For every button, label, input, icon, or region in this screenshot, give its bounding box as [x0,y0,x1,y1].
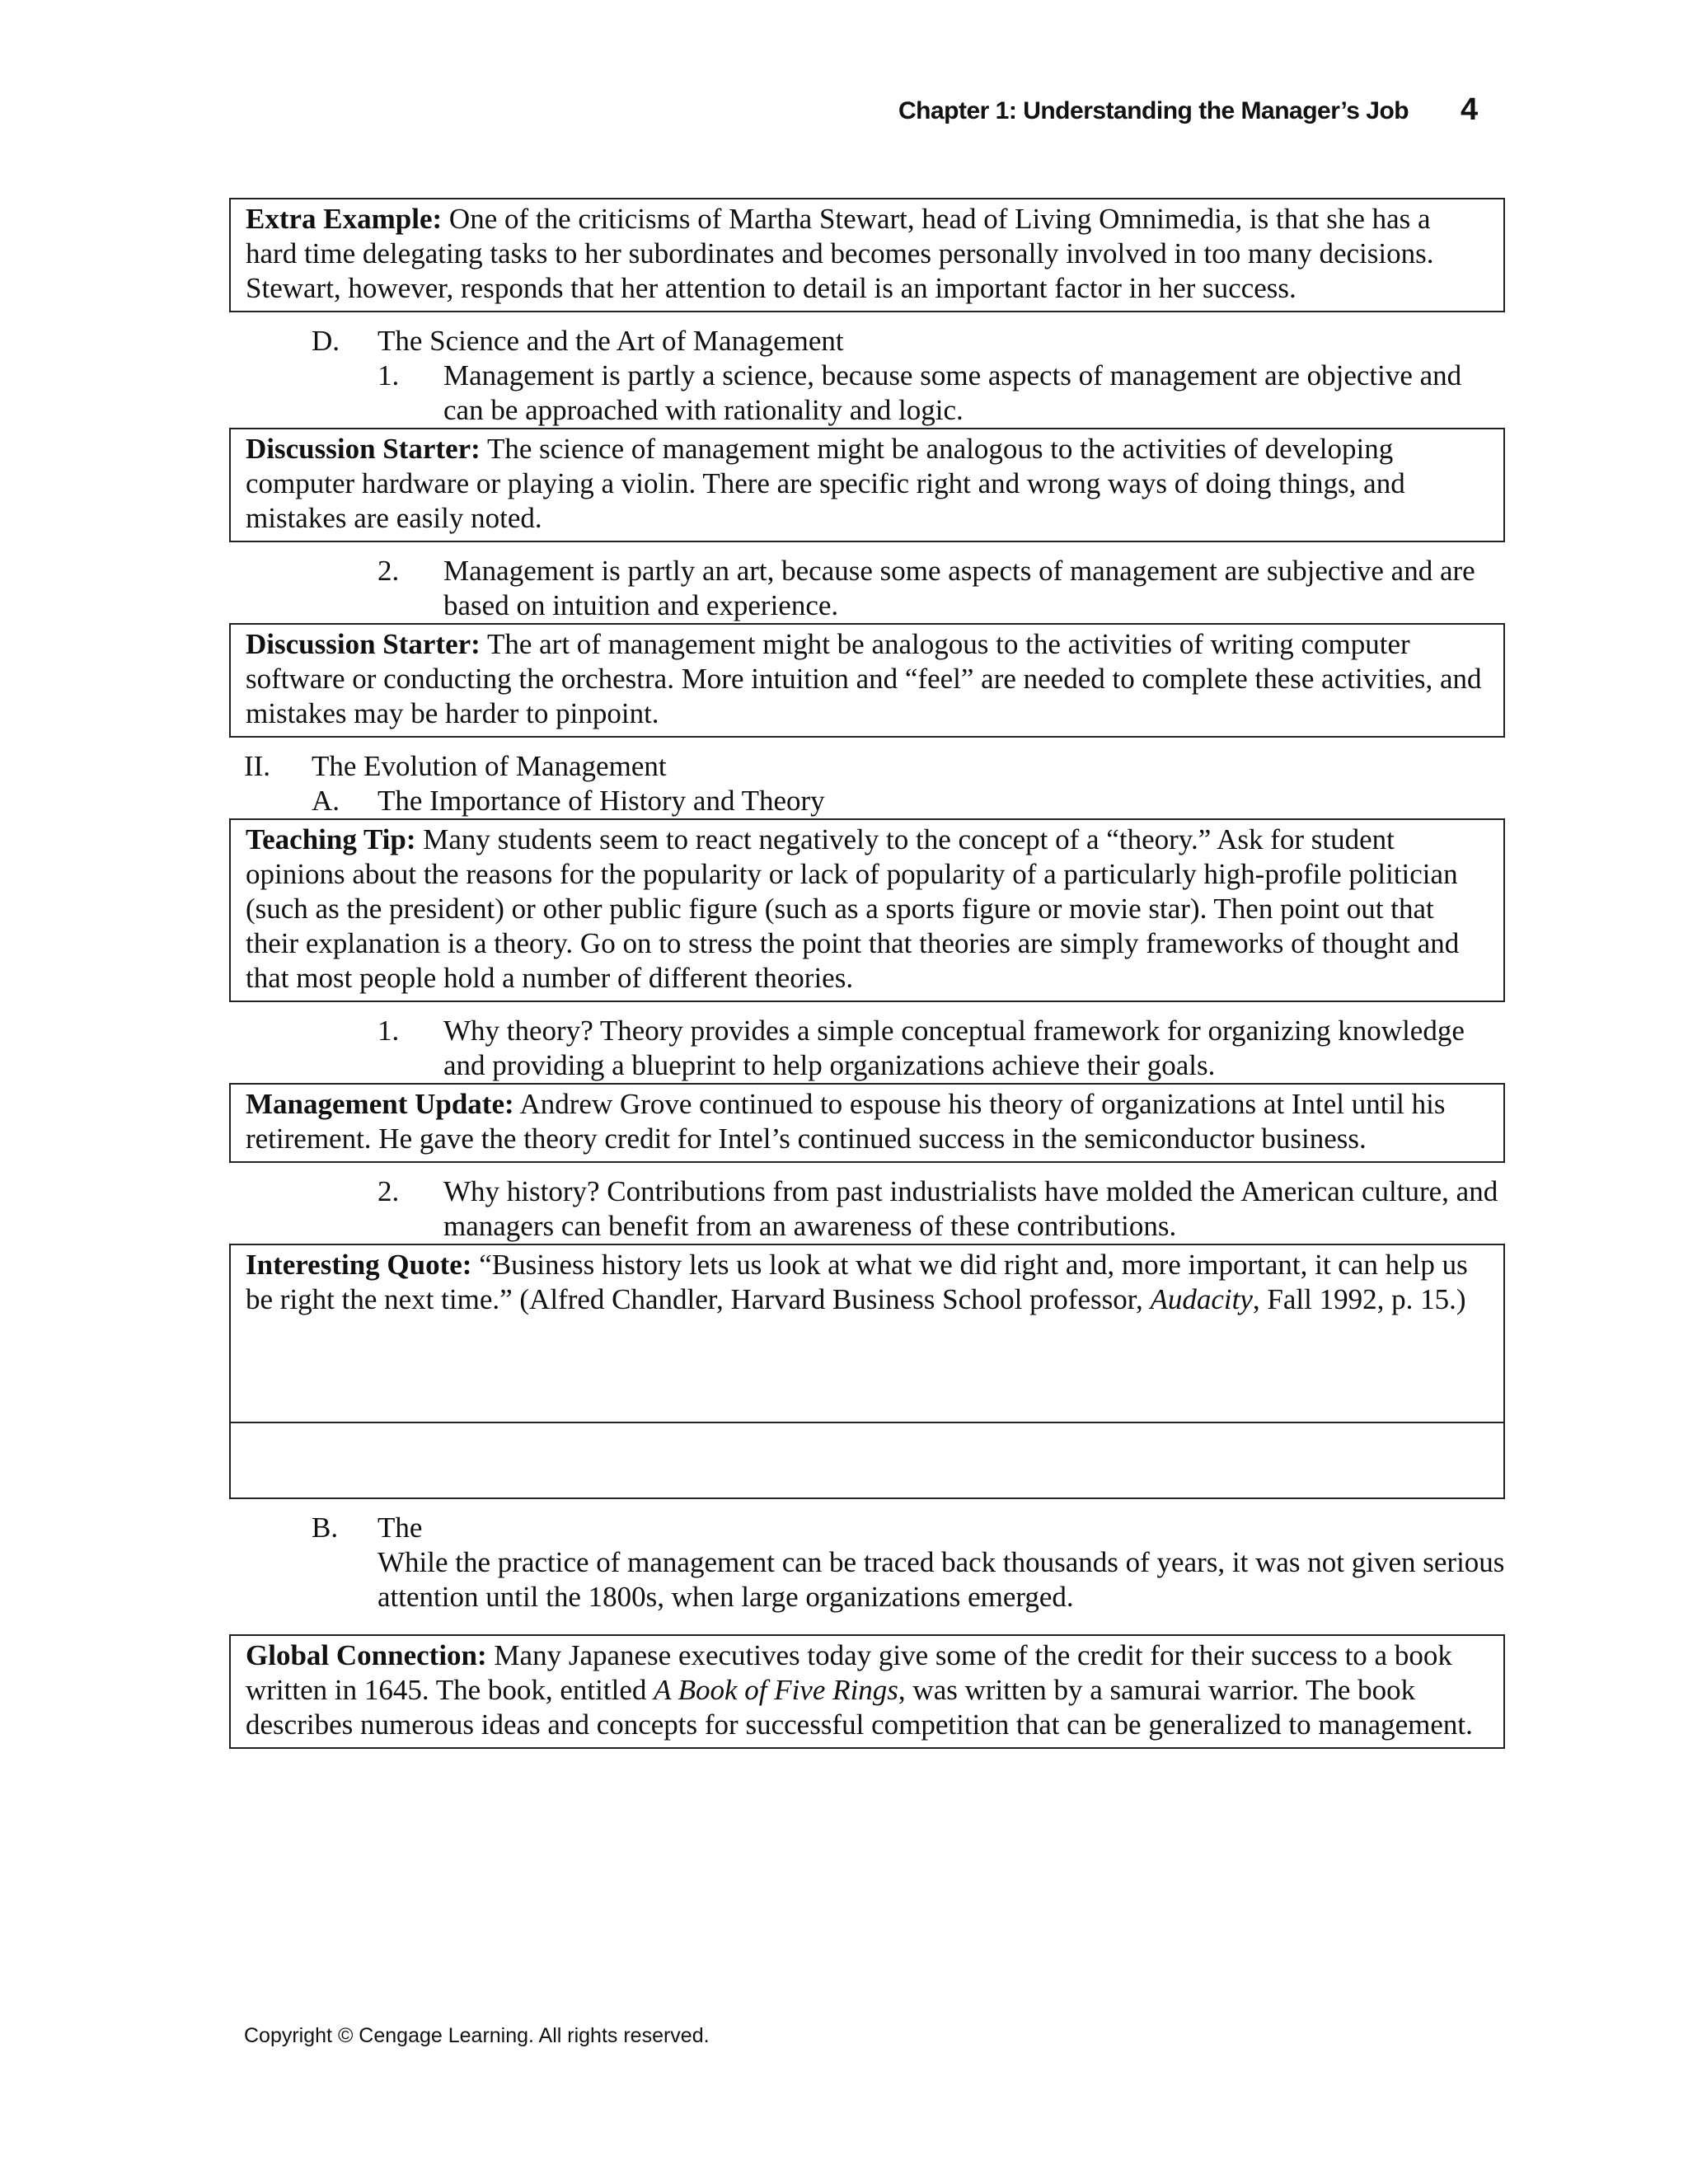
outline-label: D. [312,325,340,357]
page-number: 4 [1461,92,1478,127]
outline-label: 2. [377,555,400,587]
empty-box [229,1423,1505,1499]
outline-text: Management is partly an art, because some aspects of management are subjective and are based on intuition and experience. [443,555,1475,621]
box-label: Extra Example: [246,203,443,235]
outline-text: The Evolution of Management [312,750,667,782]
outline-item-a [229,784,1505,818]
outline-label: II. [244,750,271,782]
box-label: Interesting Quote: [246,1249,472,1281]
page-header [898,92,1478,127]
global-connection-box [229,1634,1505,1749]
outline-item-a2 [229,1174,1505,1244]
outline-text: The [377,1511,423,1544]
interesting-quote-box [229,1244,1505,1423]
chapter-title: Chapter 1: Understanding the Manager’s Job [898,97,1409,124]
box-label: Discussion Starter: [246,433,481,465]
box-label: Management Update: [246,1088,514,1120]
management-update-box [229,1083,1505,1163]
box-text: The science of management might be analogous to the activities of developing computer hardware or playing a violin. There are specific right and wrong ways of doing things, and mistakes are easily noted. [246,433,1405,534]
outline-item-d2 [229,554,1505,623]
outline-text: Why history? Contributions from past industrialists have molded the American culture, and managers can benefit from an awareness of these contributions. [443,1175,1498,1242]
box-text: , was written by a samurai warrior. The book describes numerous ideas and concepts for successful competition that can be generalized to management. [246,1674,1473,1741]
box-text: Many students seem to react negatively to the concept of a “theory.” Ask for student opinions about the reasons for the popularity or lack of popularity of a particularly high-profile politician (such as the president) or other public figure (such as a sports figure or movie star). Then point out that their explanation is a theory. Go on to stress the point that theories are simply frameworks of thought and that most people hold a number of different theories. [246,823,1460,994]
outline-text: Management is partly a science, because some aspects of management are objective and can be approached with rationality and logic. [443,359,1462,426]
box-text: Many Japanese executives today give some of the credit for their success to a book written in 1645. The book, entitled [246,1639,1452,1706]
box-text: The art of management might be analogous to the activities of writing computer software or conducting the orchestra. More intuition and “feel” are needed to complete these activities, and mistakes may be harder to pinpoint. [246,628,1482,729]
outline-item-a1 [229,1014,1505,1083]
box-text: One of the criticisms of Martha Stewart, head of Living Omnimedia, is that she has a hard time delegating tasks to her subordinates and becomes personally involved in too many decisions. Stewart, however, responds that her attention to detail is an important factor in her success. [246,203,1434,304]
outline-label: A. [312,785,340,817]
outline-text: Why theory? Theory provides a simple conceptual framework for organizing knowledge and providing a blueprint to help organizations achieve their goals. [443,1015,1465,1081]
outline-paragraph: While the practice of management can be traced back thousands of years, it was not given serious attention until the 1800s, when large organizations emerged. [377,1546,1505,1613]
outline-item-b [229,1511,1505,1615]
outline-item-d1 [229,359,1505,428]
box-italic-text: A Book of Five Rings [654,1674,898,1706]
box-label: Global Connection: [246,1639,487,1671]
copyright-footer: Copyright © Cengage Learning. All rights reserved. [244,2024,710,2047]
box-text: “Business history lets us look at what we did right and, more important, it can help us be right the next time.” (Alfred Chandler, Harvard Business School professor, [246,1249,1468,1315]
outline-text: The Science and the Art of Management [377,325,844,357]
extra-example-box [229,198,1505,312]
outline-label: 2. [377,1175,400,1207]
outline-label: 1. [377,1015,400,1047]
page-content [229,198,1505,1749]
outline-item-d [229,324,1505,359]
box-label: Discussion Starter: [246,628,481,660]
discussion-starter-box [229,428,1505,542]
box-text: Andrew Grove continued to espouse his theory of organizations at Intel until his retirement. He gave the theory credit for Intel’s continued success in the semiconductor business. [246,1088,1446,1155]
discussion-starter-box [229,623,1505,738]
box-label: Teaching Tip: [246,823,416,855]
box-italic-text: Audacity [1150,1283,1253,1315]
outline-label: B. [312,1511,339,1544]
outline-item-ii [229,749,1505,784]
outline-text: The Importance of History and Theory [377,785,825,817]
outline-label: 1. [377,359,400,391]
box-text: , Fall 1992, p. 15.) [1252,1283,1466,1315]
teaching-tip-box [229,818,1505,1002]
